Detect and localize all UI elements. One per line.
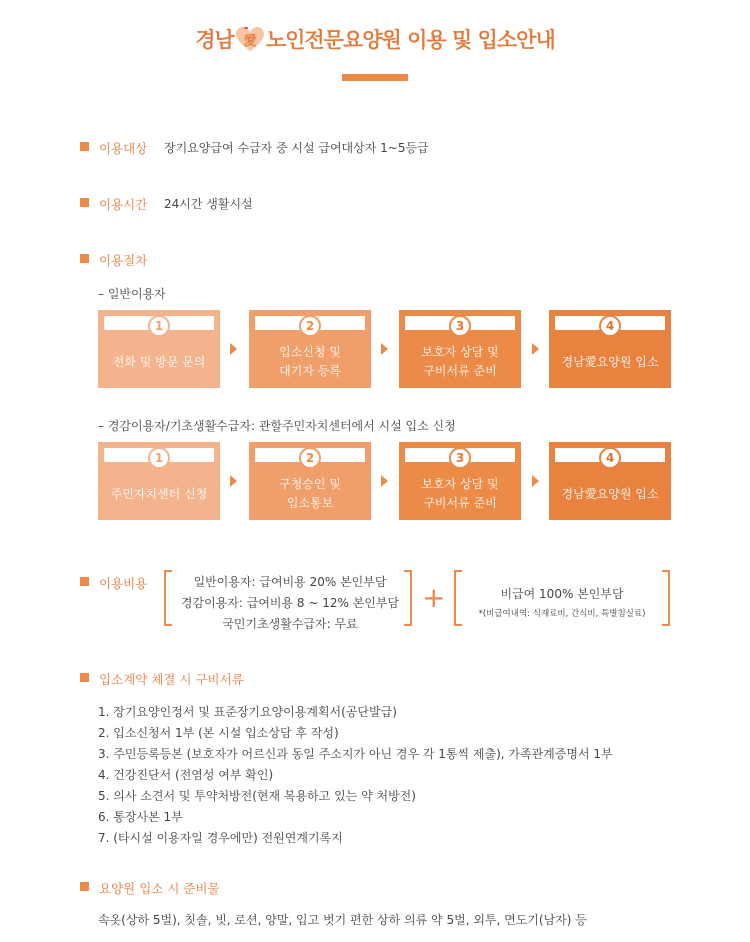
square-bullet-icon (80, 882, 89, 891)
plus-icon: + (422, 581, 446, 614)
reduced-step-3 (399, 442, 521, 520)
arrow-right-icon (230, 475, 237, 487)
step-text: 전화 및 방문 문의 (112, 354, 206, 369)
fee-line-reduced: 경감이용자: 급여비용 8 ~ 12% 본인부담 (180, 596, 400, 610)
title-right: 노인전문요양원 이용 및 입소안내 (265, 28, 555, 52)
section-fee-label: 이용비용 (99, 576, 148, 591)
arrow-right-icon (532, 343, 539, 355)
square-bullet-icon (80, 577, 89, 586)
reduced-step-1 (98, 442, 220, 520)
list-item: 4. 건강진단서 (전염성 여부 확인) (98, 768, 274, 782)
step-number-3: 3 (449, 315, 471, 337)
reduced-step-2 (249, 442, 371, 520)
bracket-left (454, 570, 462, 626)
section-hours-value: 24시간 생활시설 (164, 197, 253, 211)
step-number-1: 1 (148, 315, 170, 337)
step-text: 보호자 상담 및 구비서류 준비 (421, 477, 499, 510)
bracket-right (662, 570, 670, 626)
arrow-right-icon (381, 475, 388, 487)
square-bullet-icon (80, 198, 89, 207)
list-item: 3. 주민등록등본 (보호자가 어르신과 동일 주소지가 아닌 경우 각 1통씩 제출), 가족관계증명서 1부 (98, 747, 613, 761)
step-number-4: 4 (599, 315, 621, 337)
step-text: 구청승인 및 입소통보 (279, 477, 341, 510)
square-bullet-icon (80, 673, 89, 682)
reduced-user-heading: – 경감이용자/기초생활수급자: 관할주민자치센터에서 시설 입소 신청 (98, 419, 456, 433)
prep-items: 속옷(상하 5벌), 칫솔, 빗, 로션, 양말, 입고 벗기 편한 상하 의류 약 5벌, 외투, 면도기(남자) 등 (98, 913, 587, 927)
list-item: 2. 입소신청서 1부 (본 시설 입소상담 후 작성) (98, 726, 339, 740)
section-target-value: 장기요양급여 수급자 중 시설 급여대상자 1~5등급 (164, 141, 429, 155)
step-text: 주민자치센터 신청 (110, 486, 208, 501)
fee-line-basic: 국민기초생활수급자: 무료 (222, 617, 358, 631)
step-text: 입소신청 및 대기자 등록 (279, 345, 341, 378)
section-prep-label: 요양원 입소 시 준비물 (99, 881, 220, 896)
step-number-2: 2 (299, 315, 321, 337)
title-underline (342, 74, 408, 81)
fee-noncovered-note: *(비급여내역: 식재료비, 간식비, 특별침실료) (478, 609, 646, 619)
section-documents-label: 입소계약 체결 시 구비서류 (99, 672, 244, 687)
reduced-step-4 (549, 442, 671, 520)
step-text: 경남愛요양원 입소 (561, 486, 659, 501)
fee-line-general: 일반이용자: 급여비용 20% 본인부담 (193, 575, 387, 589)
list-item: 7. (타시설 이용자일 경우에만) 전원연계기록지 (98, 831, 343, 845)
section-hours-label: 이용시간 (99, 197, 148, 212)
general-step-4 (549, 310, 671, 388)
step-number-4: 4 (599, 447, 621, 469)
general-step-3 (399, 310, 521, 388)
square-bullet-icon (80, 142, 89, 151)
list-item: 1. 장기요양인정서 및 표준장기요양이용계획서(공단발급) (98, 705, 397, 719)
step-number-2: 2 (299, 447, 321, 469)
arrow-right-icon (230, 343, 237, 355)
list-item: 6. 통장사본 1부 (98, 810, 183, 824)
arrow-right-icon (532, 475, 539, 487)
title-emblem: 愛 (243, 34, 256, 49)
fee-noncovered: 비급여 100% 본인부담 (500, 587, 624, 601)
list-item: 5. 의사 소견서 및 투약처방전(현재 복용하고 있는 약 처방전) (98, 789, 416, 803)
section-target-label: 이용대상 (99, 141, 148, 156)
heart-emblem-icon (235, 26, 265, 52)
arrow-right-icon (381, 343, 388, 355)
title-left: 경남 (195, 28, 234, 52)
square-bullet-icon (80, 254, 89, 263)
step-text: 보호자 상담 및 구비서류 준비 (421, 345, 499, 378)
general-step-2 (249, 310, 371, 388)
section-procedure-label: 이용절차 (99, 253, 148, 268)
step-number-1: 1 (148, 447, 170, 469)
document-list (98, 703, 613, 850)
step-text: 경남愛요양원 입소 (561, 354, 659, 369)
step-number-3: 3 (449, 447, 471, 469)
page-title (0, 24, 750, 54)
general-step-1 (98, 310, 220, 388)
general-user-heading: – 일반이용자 (98, 287, 166, 301)
bracket-left (164, 570, 172, 626)
bracket-right (404, 570, 412, 626)
